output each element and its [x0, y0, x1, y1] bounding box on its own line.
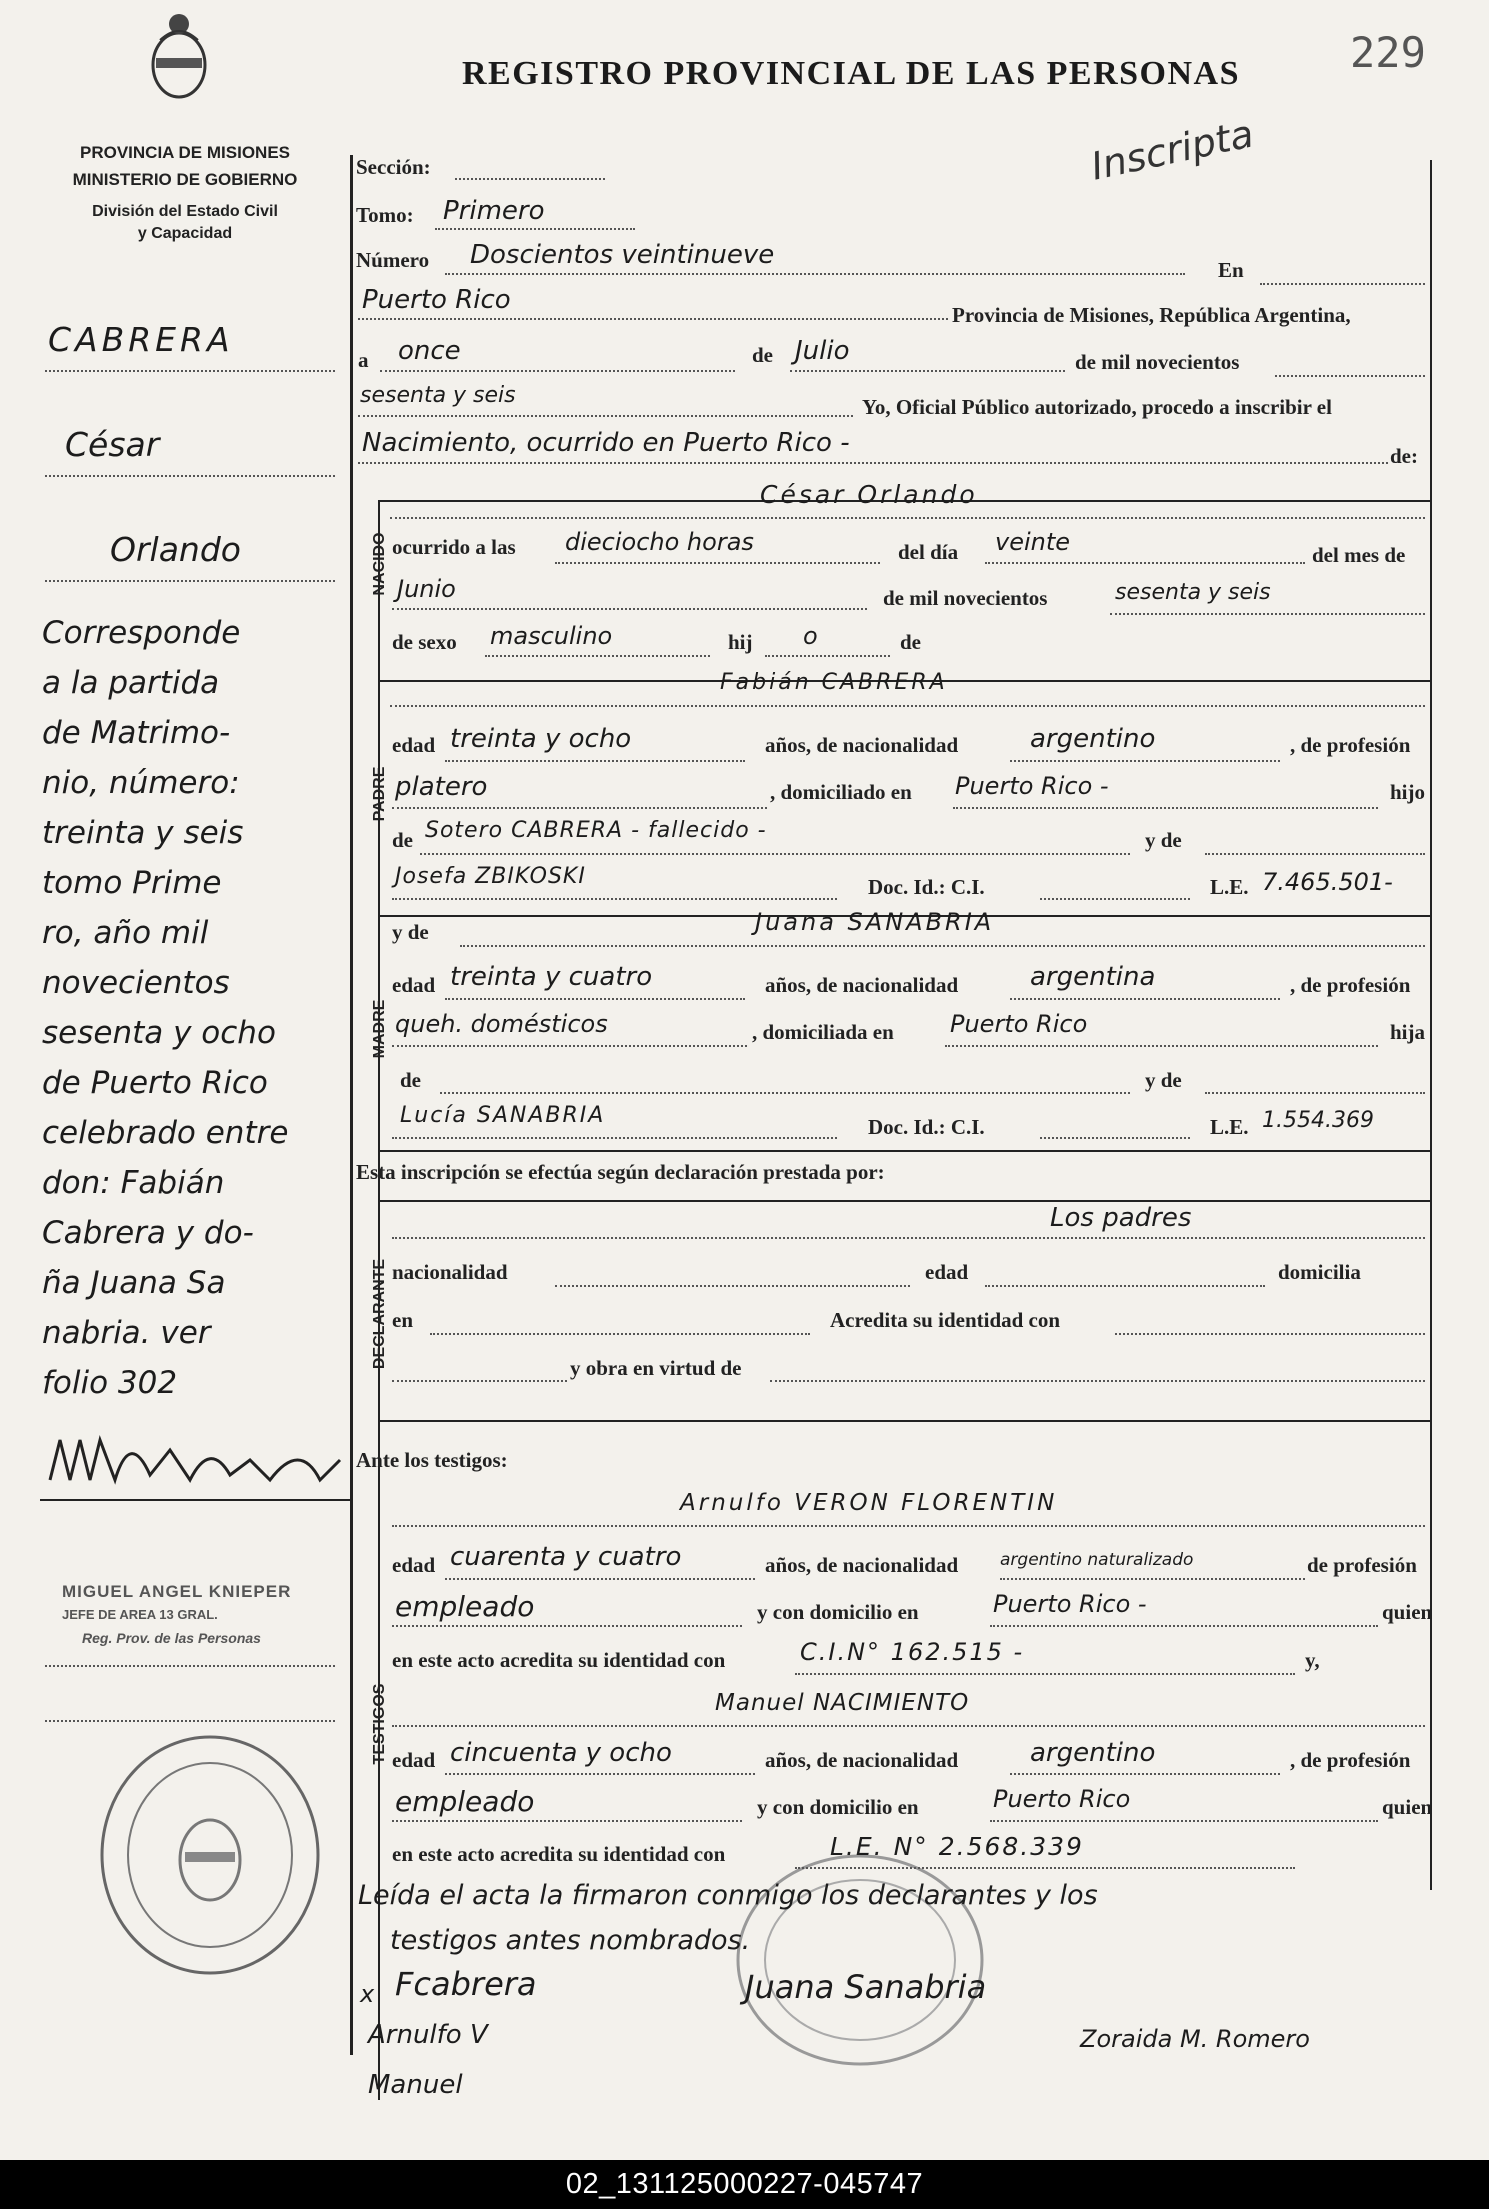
padre-doc-label: Doc. Id.: C.I.	[868, 875, 985, 899]
stamp-line3: Reg. Prov. de las Personas	[82, 1630, 261, 1646]
provincia-text: Provincia de Misiones, República Argentina,	[952, 303, 1351, 327]
signature-official: Zoraida M. Romero	[1080, 2025, 1310, 2053]
declarante-nombre: Los padres	[1050, 1203, 1192, 1233]
t1-dom-label: y con domicilio en	[757, 1600, 919, 1624]
closing-line1: Leída el acta la firmaron conmigo los declarantes y los	[358, 1880, 1098, 1911]
separator	[378, 1420, 1430, 1422]
declarante-edad-label: edad	[925, 1260, 969, 1284]
declarante-dom-label: domicilia	[1278, 1260, 1361, 1284]
inscripta-annotation: Inscripta	[1087, 111, 1258, 189]
section-nacido: NACIDO	[371, 532, 388, 596]
coat-of-arms-icon	[148, 10, 210, 100]
signature-witness1: Arnulfo V	[368, 2020, 488, 2050]
testigo2-domicilio: Puerto Rico	[993, 1785, 1131, 1813]
nacido-hij: o	[803, 622, 818, 650]
t2-dom-label: y con domicilio en	[757, 1795, 919, 1819]
nacido-hora: dieciocho horas	[565, 528, 754, 556]
padre-padre: Sotero CABRERA - fallecido -	[425, 818, 767, 843]
footer-id: 02_131125000227-045747	[565, 2168, 924, 2200]
margin-note-line: nio, número:	[42, 765, 240, 801]
right-border	[1430, 160, 1432, 1890]
madre-edad-label: edad	[392, 973, 436, 997]
testigo1-nombre: Arnulfo VERON FLORENTIN	[680, 1490, 1058, 1516]
padre-dom-label: , domiciliado en	[770, 780, 912, 804]
margin-note-line: ña Juana Sa	[42, 1265, 226, 1301]
t1-quien-label: quien	[1382, 1600, 1433, 1624]
declarante-acredita-label: Acredita su identidad con	[830, 1308, 1061, 1332]
t1-acredita-label: en este acto acredita su identidad con	[392, 1648, 726, 1672]
t2-edad-label: edad	[392, 1748, 436, 1772]
madre-domicilio: Puerto Rico	[950, 1010, 1088, 1038]
nacido-mes: Junio	[397, 575, 456, 603]
margin-note-line: folio 302	[42, 1365, 178, 1401]
nacido-mil-label: de mil novecientos	[883, 586, 1048, 610]
margin-note-line: a la partida	[42, 665, 220, 701]
declarante-en-label: en	[392, 1308, 413, 1332]
madre-prof-label: , de profesión	[1290, 973, 1411, 997]
mil-label: de mil novecientos	[1075, 350, 1240, 374]
margin-note-line: sesenta y ocho	[42, 1015, 276, 1051]
t2-acredita-label: en este acto acredita su identidad con	[392, 1842, 726, 1866]
testigo2-doc: L.E. N° 2.568.339	[830, 1832, 1084, 1861]
margin-note-line: nabria. ver	[42, 1315, 211, 1351]
margin-note-line: tomo Prime	[42, 865, 222, 901]
signature-witness2: Manuel	[368, 2070, 463, 2100]
division-label-2: y Capacidad	[137, 225, 233, 242]
ocurrido-label: ocurrido a las	[392, 535, 516, 559]
en-label: En	[1218, 258, 1244, 282]
margin-divider	[350, 155, 353, 2055]
official-seal-icon	[95, 1730, 325, 1980]
padre-nombre: Fabián CABRERA	[720, 670, 948, 695]
padre-le-value: 7.465.501-	[1262, 868, 1393, 896]
margin-note-line: novecientos	[42, 965, 230, 1001]
nacido-de-label: de	[900, 630, 921, 654]
numero-label: Número	[356, 248, 430, 272]
testigo2-profesion: empleado	[395, 1785, 535, 1818]
madre-de-label: de	[400, 1068, 421, 1092]
numero-value: Doscientos veintinueve	[470, 240, 775, 270]
a-label: a	[358, 348, 369, 372]
padre-prof-label: , de profesión	[1290, 733, 1411, 757]
seccion-label: Sección:	[356, 155, 431, 179]
padre-edad: treinta y ocho	[450, 724, 632, 754]
signature-mother: Juana Sanabria	[745, 1968, 987, 2006]
t1-anios-label: años, de nacionalidad	[765, 1553, 959, 1577]
t1-edad-label: edad	[392, 1553, 436, 1577]
madre-nacionalidad: argentina	[1030, 962, 1156, 992]
section-padre: PADRE	[371, 766, 388, 822]
margin-note-line: don: Fabián	[42, 1165, 225, 1201]
dia-value: once	[398, 336, 461, 366]
section-testigos: TESTIGOS	[371, 1683, 388, 1765]
testigo2-nacionalidad: argentino	[1030, 1738, 1156, 1768]
stamp-line2: JEFE DE AREA 13 GRAL.	[62, 1607, 218, 1622]
madre-madre: Lucía SANABRIA	[400, 1103, 606, 1128]
anio-value: sesenta y seis	[360, 383, 516, 408]
t2-prof-label: , de profesión	[1290, 1748, 1411, 1772]
ministry-label: MINISTERIO DE GOBIERNO	[72, 170, 298, 189]
madre-edad: treinta y cuatro	[450, 962, 653, 992]
t2-quien-label: quien	[1382, 1795, 1433, 1819]
testigo1-nacionalidad: argentino naturalizado	[1000, 1550, 1194, 1570]
padre-madre: Josefa ZBIKOSKI	[395, 864, 586, 889]
madre-profesion: queh. domésticos	[395, 1010, 608, 1038]
margin-note-line: Cabrera y do-	[42, 1215, 254, 1251]
nacido-dia: veinte	[995, 528, 1071, 556]
madre-dom-label: , domiciliada en	[752, 1020, 894, 1044]
nacido-sexo: masculino	[490, 622, 613, 650]
nacido-anio: sesenta y seis	[1115, 580, 1271, 605]
margin-note-line: celebrado entre	[42, 1115, 289, 1151]
margin-signature	[40, 1420, 360, 1510]
document-title: REGISTRO PROVINCIAL DE LAS PERSONAS	[462, 55, 1240, 92]
madre-le-label: L.E.	[1210, 1115, 1249, 1139]
page-number: 229	[1350, 28, 1426, 77]
padre-le-label: L.E.	[1210, 875, 1249, 899]
section-declarante: DECLARANTE	[371, 1258, 388, 1370]
del-mes-label: del mes de	[1312, 543, 1406, 567]
declarante-intro: Esta inscripción se efectúa según declaración prestada por:	[356, 1160, 885, 1184]
madre-anios-label: años, de nacionalidad	[765, 973, 959, 997]
t1-y-label: y,	[1305, 1648, 1320, 1672]
de-label: de	[752, 343, 773, 367]
separator	[378, 1150, 1430, 1152]
margin-note-line: treinta y seis	[42, 815, 244, 851]
lugar-value: Puerto Rico	[362, 285, 511, 315]
sexo-label: de sexo	[392, 630, 457, 654]
oficial-text: Yo, Oficial Público autorizado, procedo a inscribir el	[862, 395, 1332, 419]
madre-y-de-label2: y de	[1145, 1068, 1182, 1092]
padre-edad-label: edad	[392, 733, 436, 757]
margin-note-line: de Puerto Rico	[42, 1065, 268, 1101]
tomo-label: Tomo:	[356, 203, 414, 227]
de-colon: de:	[1390, 444, 1418, 468]
madre-doc-label: Doc. Id.: C.I.	[868, 1115, 985, 1139]
t1-prof-label: de profesión	[1307, 1553, 1417, 1577]
padre-hijo-label: hijo	[1390, 780, 1426, 804]
testigo2-nombre: Manuel NACIMIENTO	[715, 1690, 970, 1716]
margin-note-line: de Matrimo-	[42, 715, 231, 751]
margin-surname: CABRERA	[48, 320, 234, 359]
margin-note-line: ro, año mil	[42, 915, 209, 951]
declarante-virtud-label: y obra en virtud de	[570, 1356, 742, 1380]
acto-value: Nacimiento, ocurrido en Puerto Rico -	[362, 428, 850, 458]
margin-name2: Orlando	[110, 530, 241, 569]
margin-note-line: Corresponde	[42, 615, 241, 651]
testigo1-domicilio: Puerto Rico -	[993, 1590, 1147, 1618]
testigo1-doc: C.I.N° 162.515 -	[800, 1638, 1025, 1666]
padre-profesion: platero	[395, 772, 488, 802]
separator	[378, 1200, 1430, 1202]
madre-nombre: Juana SANABRIA	[755, 908, 995, 936]
padre-y-de-label: y de	[1145, 828, 1182, 852]
padre-domicilio: Puerto Rico -	[955, 772, 1109, 800]
madre-hija-label: hija	[1390, 1020, 1426, 1044]
margin-name1: César	[65, 425, 160, 464]
testigos-intro: Ante los testigos:	[356, 1448, 508, 1472]
madre-y-de-label: y de	[392, 920, 429, 944]
signature-father: Fcabrera	[395, 1965, 537, 2003]
t2-anios-label: años, de nacionalidad	[765, 1748, 959, 1772]
del-dia-label: del día	[898, 540, 959, 564]
division-label: División del Estado Civil	[92, 203, 278, 220]
testigo1-profesion: empleado	[395, 1590, 535, 1623]
testigo2-edad: cincuenta y ocho	[450, 1738, 672, 1768]
padre-anios-label: años, de nacionalidad	[765, 733, 959, 757]
nacido-nombre: César Orlando	[760, 480, 978, 509]
hij-label: hij	[728, 630, 753, 654]
province-label: PROVINCIA DE MISIONES	[79, 143, 290, 162]
testigo1-edad: cuarenta y cuatro	[450, 1542, 682, 1572]
section-madre: MADRE	[371, 999, 388, 1059]
x-mark: x	[360, 1980, 375, 2008]
closing-line2: testigos antes nombrados.	[390, 1925, 751, 1956]
tomo-value: Primero	[443, 196, 545, 226]
declarante-nac-label: nacionalidad	[392, 1260, 508, 1284]
stamp-line1: MIGUEL ANGEL KNIEPER	[62, 1582, 292, 1601]
madre-le-value: 1.554.369	[1262, 1108, 1374, 1133]
mes-value: Julio	[795, 336, 850, 366]
padre-de-label: de	[392, 828, 413, 852]
padre-nacionalidad: argentino	[1030, 724, 1156, 754]
